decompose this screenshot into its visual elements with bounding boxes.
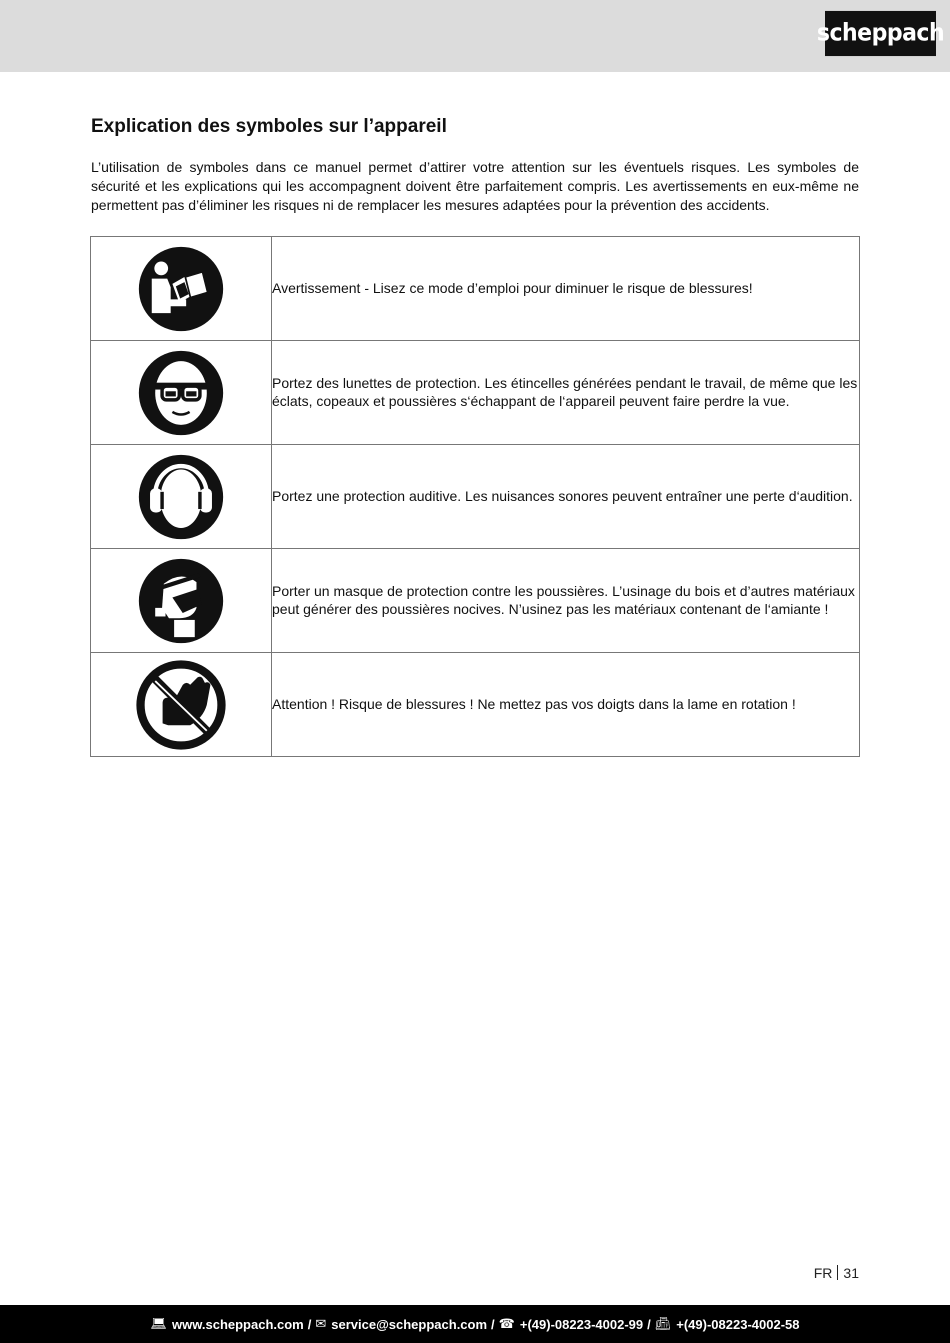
computer-icon: 💻︎ xyxy=(150,1316,168,1331)
symbols-table xyxy=(90,236,860,757)
footer-separator: / xyxy=(647,1316,651,1332)
page-language: FR xyxy=(813,1265,833,1281)
header-bar xyxy=(0,0,950,72)
icon-cell xyxy=(91,549,272,653)
footer-email-link[interactable]: service@scheppach.com xyxy=(331,1316,488,1332)
section-title: Explication des symboles sur l’appareil xyxy=(91,116,447,137)
page-number-value: 31 xyxy=(843,1265,859,1281)
phone-icon: ☎︎ xyxy=(498,1316,515,1331)
symbol-description: Porter un masque de protection contre les poussières. L’usinage du bois et d’autres matériaux peut générer des poussières nocives. N’usinez pas les matériaux contenant de l‘amiante ! xyxy=(272,549,860,653)
footer-phone: +(49)-08223-4002-99 xyxy=(519,1316,644,1332)
intro-paragraph: L’utilisation de symboles dans ce manuel permet d’attirer votre attention sur les éventuels risques. Les symboles de sécurité et les explications qui les accompagnent doivent être parfaitement compris. Les avertissements en eux-même ne permettent pas d’éliminer les risques ni de remplacer les mesures adaptées pour la prévention des accidents. xyxy=(91,159,859,213)
table-row xyxy=(91,549,860,653)
scheppach-logo: scheppach xyxy=(825,11,936,56)
table-row xyxy=(91,445,860,549)
symbol-description: Attention ! Risque de blessures ! Ne mettez pas vos doigts dans la lame en rotation ! xyxy=(272,653,860,757)
fax-icon: 📠︎ xyxy=(654,1316,672,1331)
icon-cell xyxy=(91,237,272,341)
safety-goggles-icon xyxy=(138,350,224,436)
footer-separator: / xyxy=(307,1316,312,1332)
footer-bar xyxy=(0,1305,950,1343)
table-row xyxy=(91,653,860,757)
footer-website-link[interactable]: www.scheppach.com xyxy=(172,1316,304,1332)
icon-cell xyxy=(91,445,272,549)
page-separator xyxy=(837,1265,838,1280)
table-row xyxy=(91,341,860,445)
symbol-description: Avertissement - Lisez ce mode d’emploi pour diminuer le risque de blessures! xyxy=(272,237,860,341)
icon-cell xyxy=(91,341,272,445)
mail-icon: ✉︎ xyxy=(315,1316,327,1331)
footer-separator: / xyxy=(491,1316,495,1332)
page-number xyxy=(814,1265,859,1281)
symbol-description: Portez une protection auditive. Les nuisances sonores peuvent entraîner une perte d‘audition. xyxy=(272,445,860,549)
symbol-description: Portez des lunettes de protection. Les étincelles générées pendant le travail, de même que les éclats, copeaux et poussières s‘échappant de l‘appareil peuvent faire perdre la vue. xyxy=(272,341,860,445)
ear-protection-icon xyxy=(138,454,224,540)
footer-fax: +(49)-08223-4002-58 xyxy=(676,1316,800,1332)
table-row xyxy=(91,237,860,341)
no-hand-icon xyxy=(135,659,227,751)
dust-mask-icon xyxy=(138,558,224,644)
icon-cell xyxy=(91,653,272,757)
read-manual-icon xyxy=(138,246,224,332)
